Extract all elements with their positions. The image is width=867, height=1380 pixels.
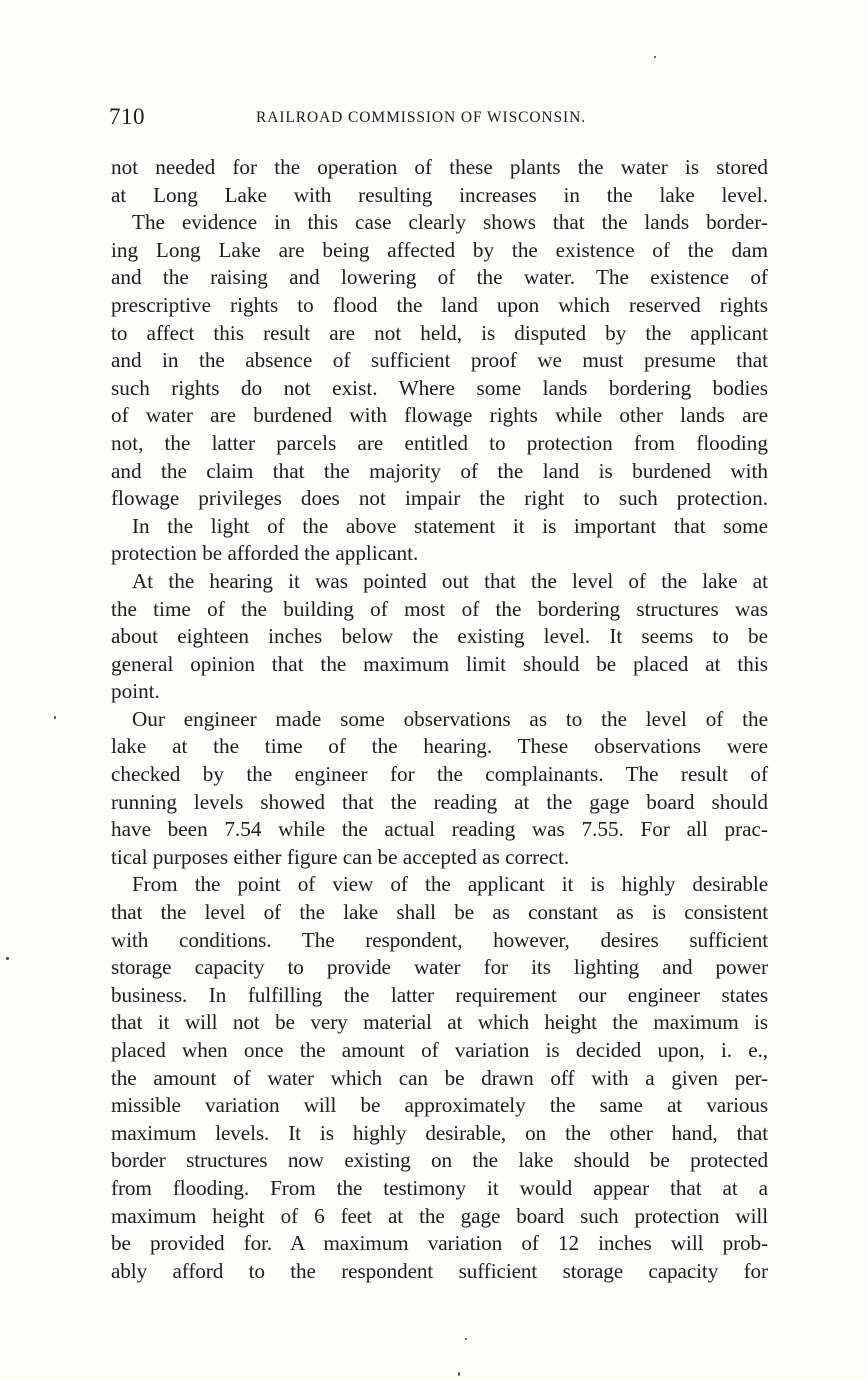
body-text: [111, 154, 768, 1285]
text-line: be provided for. A maximum variation of 12 inches will prob-: [111, 1231, 768, 1256]
text-line: maximum height of 6 feet at the gage board such protection will: [111, 1203, 768, 1228]
text-line: and the raising and lowering of the water. The existence of: [111, 265, 768, 290]
text-line: The evidence in this case clearly shows that the lands border-: [132, 210, 768, 235]
text-line: have been 7.54 while the actual reading was 7.55. For all prac-: [111, 817, 768, 842]
scan-speck: [458, 1372, 460, 1376]
paragraph: [111, 568, 768, 706]
paragraph: [111, 154, 768, 209]
text-line: maximum levels. It is highly desirable, on the other hand, that: [111, 1120, 768, 1145]
text-line: with conditions. The respondent, however, desires sufficient: [111, 927, 768, 952]
text-line: not, the latter parcels are entitled to protection from flooding: [111, 430, 768, 455]
text-line: prescriptive rights to flood the land upon which reserved rights: [111, 292, 768, 317]
paragraph: [111, 871, 768, 1285]
text-line: ably afford to the respondent sufficient storage capacity for: [111, 1258, 768, 1283]
text-line: checked by the engineer for the complainants. The result of: [111, 762, 768, 787]
text-line: general opinion that the maximum limit should be placed at this: [111, 651, 768, 676]
text-line: about eighteen inches below the existing level. It seems to be: [111, 624, 768, 649]
text-line: the time of the building of most of the bordering structures was: [111, 596, 768, 621]
scan-speck: [465, 1338, 467, 1340]
text-line: the amount of water which can be drawn off with a given per-: [111, 1065, 768, 1090]
text-line: storage capacity to provide water for its lighting and power: [111, 955, 768, 980]
paragraph: [111, 513, 768, 568]
scan-speck: [6, 957, 9, 960]
text-line: Our engineer made some observations as to the level of the: [132, 706, 768, 731]
scan-speck: [54, 716, 56, 719]
page-header: [109, 104, 769, 134]
text-line: from flooding. From the testimony it would appear that at a: [111, 1175, 768, 1200]
text-line: to affect this result are not held, is disputed by the applicant: [111, 320, 768, 345]
text-line: such rights do not exist. Where some lands bordering bodies: [111, 375, 768, 400]
text-line: that it will not be very material at which height the maximum is: [111, 1010, 768, 1035]
text-line: lake at the time of the hearing. These observations were: [111, 734, 768, 759]
text-line: border structures now existing on the lake should be protected: [111, 1148, 768, 1173]
text-line: that the level of the lake shall be as constant as is consistent: [111, 900, 768, 925]
text-line: and in the absence of sufficient proof we must presume that: [111, 348, 768, 373]
text-line: protection be afforded the applicant.: [111, 541, 419, 566]
text-line: at Long Lake with resulting increases in the lake level.: [111, 182, 768, 207]
text-line: business. In fulfilling the latter requirement our engineer states: [111, 982, 768, 1007]
text-line: flowage privileges does not impair the right to such protection.: [111, 486, 768, 511]
text-line: At the hearing it was pointed out that the level of the lake at: [132, 568, 768, 593]
text-line: tical purposes either figure can be accepted as correct.: [111, 844, 570, 869]
text-line: running levels showed that the reading at the gage board should: [111, 789, 768, 814]
text-line: From the point of view of the applicant it is highly desirable: [132, 872, 768, 897]
text-line: point.: [111, 679, 160, 704]
page-number: 710: [109, 104, 145, 129]
scan-speck: [654, 56, 656, 58]
running-head: RAILROAD COMMISSION OF WISCONSIN.: [256, 109, 586, 126]
text-line: In the light of the above statement it is important that some: [132, 513, 768, 538]
text-line: of water are burdened with flowage rights while other lands are: [111, 403, 768, 428]
text-line: not needed for the operation of these plants the water is stored: [111, 155, 768, 179]
paragraph: [111, 209, 768, 513]
paragraph: [111, 706, 768, 872]
text-line: and the claim that the majority of the land is burdened with: [111, 458, 768, 483]
text-line: ing Long Lake are being affected by the existence of the dam: [111, 237, 768, 262]
text-line: placed when once the amount of variation is decided upon, i. e.,: [111, 1038, 768, 1062]
text-line: missible variation will be approximately the same at various: [111, 1093, 768, 1118]
